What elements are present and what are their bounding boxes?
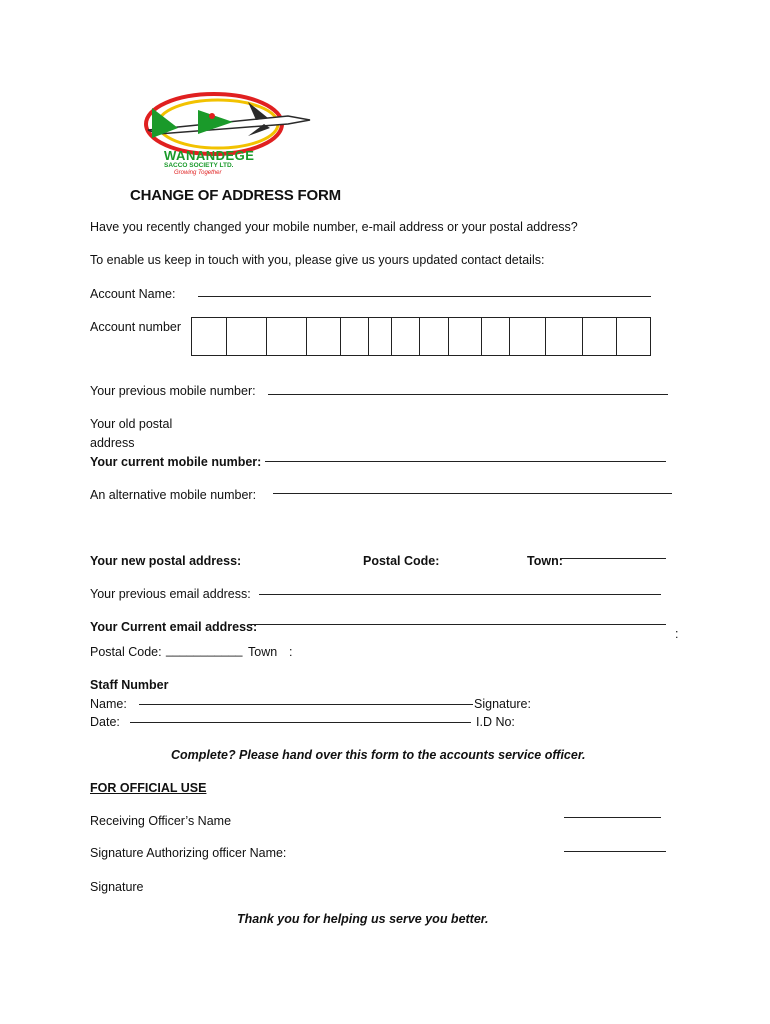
previous-mobile-line[interactable] (268, 394, 668, 395)
logo-tagline: Growing Together (174, 170, 222, 176)
town-line[interactable] (560, 558, 666, 559)
official-signature-label: Signature (90, 880, 144, 894)
account-number-box[interactable] (267, 318, 307, 355)
current-email-label: Your Current email address: (90, 620, 258, 634)
official-use-heading: FOR OFFICIAL USE (90, 781, 207, 795)
sig-authorizing-label: Signature Authorizing officer Name: (90, 846, 287, 860)
postal-code-label: Postal Code: (90, 645, 162, 659)
postal-code-blank[interactable]: ___________ (166, 643, 243, 657)
logo-org-name: WANANDEGE (164, 148, 255, 163)
receiving-officer-line[interactable] (564, 817, 661, 818)
form-title: CHANGE OF ADDRESS FORM (130, 187, 341, 204)
town-bold-label: Town: (527, 554, 563, 568)
sacco-logo (138, 88, 318, 176)
current-mobile-label: Your current mobile number: (90, 455, 262, 469)
account-number-box[interactable] (482, 318, 510, 355)
account-number-box[interactable] (510, 318, 546, 355)
intro-line-1: Have you recently changed your mobile number, e-mail address or your postal address? (90, 220, 578, 234)
intro-line-2: To enable us keep in touch with you, please give us yours updated contact details: (90, 253, 545, 267)
previous-email-line[interactable] (259, 594, 661, 595)
town-label: Town (248, 645, 278, 659)
account-number-box[interactable] (227, 318, 267, 355)
old-postal-label-1: Your old postal (90, 417, 173, 431)
name-label: Name: (90, 697, 127, 711)
name-line[interactable] (139, 704, 473, 705)
alt-mobile-label: An alternative mobile number: (90, 488, 257, 502)
account-number-box[interactable] (192, 318, 227, 355)
current-mobile-line[interactable] (265, 461, 666, 462)
alt-mobile-line[interactable] (273, 493, 672, 494)
account-number-box[interactable] (307, 318, 341, 355)
date-line[interactable] (130, 722, 471, 723)
current-email-colon: : (675, 627, 679, 641)
previous-email-label: Your previous email address: (90, 587, 251, 601)
account-number-box[interactable] (583, 318, 617, 355)
staff-number-label: Staff Number (90, 678, 169, 692)
account-name-label: Account Name: (90, 287, 176, 301)
date-label: Date: (90, 715, 120, 729)
postal-code-bold-label: Postal Code: (363, 554, 440, 568)
account-number-grid (191, 317, 651, 356)
logo-org-sub: SACCO SOCIETY LTD. (164, 162, 234, 169)
old-postal-label-2: address (90, 436, 135, 450)
account-name-line[interactable] (198, 296, 651, 297)
town-colon: : (289, 645, 293, 659)
account-number-box[interactable] (341, 318, 369, 355)
previous-mobile-label: Your previous mobile number: (90, 384, 256, 398)
account-number-label: Account number (90, 320, 182, 334)
account-number-box[interactable] (420, 318, 449, 355)
account-number-box[interactable] (369, 318, 392, 355)
account-number-box[interactable] (392, 318, 420, 355)
footer-thanks: Thank you for helping us serve you better. (237, 912, 489, 926)
current-email-line[interactable] (250, 624, 666, 625)
receiving-officer-label: Receiving Officer’s Name (90, 814, 232, 828)
account-number-box[interactable] (617, 318, 651, 355)
instruction-text: Complete? Please hand over this form to the accounts service officer. (171, 748, 586, 762)
account-number-box[interactable] (449, 318, 482, 355)
sig-authorizing-line[interactable] (564, 851, 666, 852)
id-no-label: I.D No: (476, 715, 515, 729)
account-number-box[interactable] (546, 318, 583, 355)
new-postal-label: Your new postal address: (90, 554, 242, 568)
signature-label: Signature: (474, 697, 531, 711)
